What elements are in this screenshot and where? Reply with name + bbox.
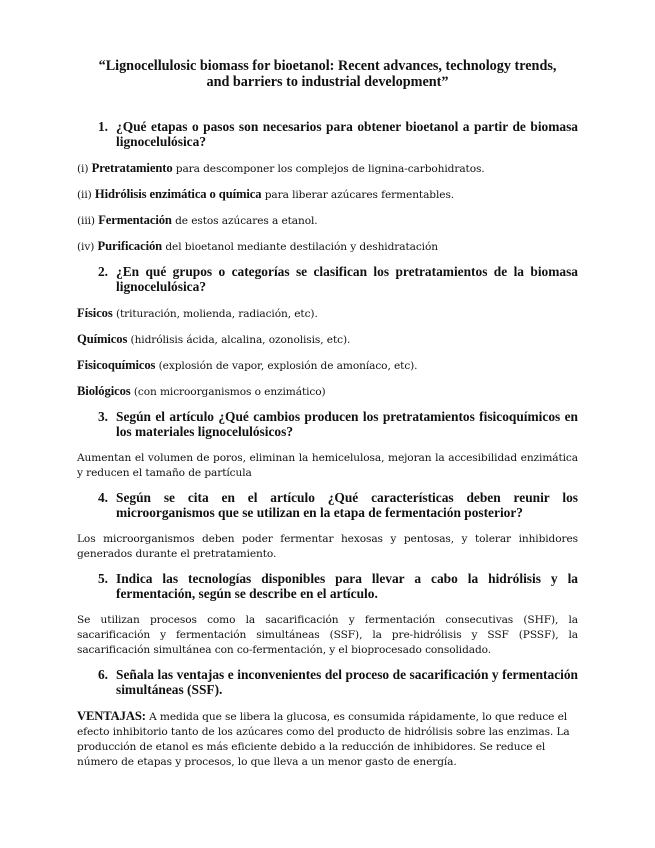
answer-item	[77, 213, 578, 229]
item-term: Pretratamiento	[91, 161, 173, 175]
question-3	[77, 410, 578, 439]
answer-item	[77, 384, 578, 400]
question-text: Según se cita en el artículo ¿Qué características deben reunir los microorganismos que se utilizan en la etapa de fermentación posterior?	[116, 490, 578, 520]
question-text: Según el artículo ¿Qué cambios producen los pretratamientos fisicoquímicos en los materiales lignocelulósicos?	[116, 409, 578, 439]
item-prefix: (iii)	[77, 215, 99, 227]
item-text: (con microorganismos o enzimático)	[130, 386, 326, 398]
question-1	[77, 120, 578, 149]
item-term: Físicos	[77, 306, 113, 320]
answer-item	[77, 332, 578, 348]
item-text: (hidrólisis ácida, alcalina, ozonolisis, etc).	[127, 334, 351, 346]
question-4	[77, 491, 578, 520]
item-term: Fisicoquímicos	[77, 358, 156, 372]
question-number: 3.	[97, 409, 108, 424]
item-prefix: (ii)	[77, 189, 95, 201]
question-number: 6.	[97, 667, 108, 682]
question-2	[77, 265, 578, 294]
item-prefix: (i)	[77, 163, 92, 175]
answer-item	[77, 306, 578, 322]
answer-item	[77, 239, 578, 255]
document-title: “Lignocellulosic biomass for bioetanol: Recent advances, technology trends, and barriers to industrial development”	[98, 58, 557, 90]
answer-paragraph: Los microorganismos deben poder fermentar hexosas y pentosas, y tolerar inhibidores generados durante el pretratamiento.	[77, 533, 578, 560]
question-6	[77, 668, 578, 697]
question-number: 5.	[97, 571, 108, 586]
question-number: 1.	[97, 119, 108, 134]
item-prefix: (iv)	[77, 241, 98, 253]
question-text: Indica las tecnologías disponibles para llevar a cabo la hidrólisis y la fermentación, según se describe en el artículo.	[116, 571, 578, 601]
answer-item	[77, 358, 578, 374]
question-text: Señala las ventajas e inconvenientes del proceso de sacarificación y fermentación simultáneas (SSF).	[116, 667, 578, 697]
answer-paragraph	[77, 709, 578, 770]
question-number: 4.	[97, 490, 108, 505]
item-term: Biológicos	[77, 384, 131, 398]
item-text: para liberar azúcares fermentables.	[261, 189, 455, 201]
question-5	[77, 572, 578, 601]
item-term: Hidrólisis enzimática o química	[94, 187, 262, 201]
question-text: ¿Qué etapas o pasos son necesarios para obtener bioetanol a partir de biomasa lignocelulósica?	[116, 119, 578, 149]
answer-text: A medida que se libera la glucosa, es consumida rápidamente, lo que reduce el efecto inhibitorio tanto de los azúcares como del producto de hidrólisis sobre las enzimas. La producción de etanol es más eficiente debido a la reducción de inhibidores. Se reduce el número de etapas y procesos, lo que lleva a un menor gasto de energía.	[77, 711, 570, 768]
answer-paragraph: Se utilizan procesos como la sacarificación y fermentación consecutivas (SHF), la sacarificación y fermentación simultáneas (SSF), la pre-hidrólisis y SSF (PSSF), la sacarificación simultánea con co-fermentación, y el bioprocesado consolidado.	[77, 614, 578, 656]
item-term: Purificación	[97, 239, 163, 253]
answer-item	[77, 187, 578, 203]
answer-item	[77, 161, 578, 177]
item-text: de estos azúcares a etanol.	[171, 215, 318, 227]
item-text: del bioetanol mediante destilación y deshidratación	[162, 241, 438, 253]
question-text: ¿En qué grupos o categorías se clasifican los pretratamientos de la biomasa lignocelulósica?	[116, 264, 578, 294]
item-term: Químicos	[77, 332, 128, 346]
item-text: para descomponer los complejos de lignina-carbohidratos.	[172, 163, 485, 175]
answer-label: VENTAJAS:	[77, 709, 146, 723]
item-term: Fermentación	[98, 213, 172, 227]
item-text: (trituración, molienda, radiación, etc).	[112, 308, 318, 320]
answer-paragraph: Aumentan el volumen de poros, eliminan la hemicelulosa, mejoran la accesibilidad enzimática y reducen el tamaño de partícula	[77, 452, 578, 479]
question-number: 2.	[97, 264, 108, 279]
item-text: (explosión de vapor, explosión de amoníaco, etc).	[155, 360, 418, 372]
